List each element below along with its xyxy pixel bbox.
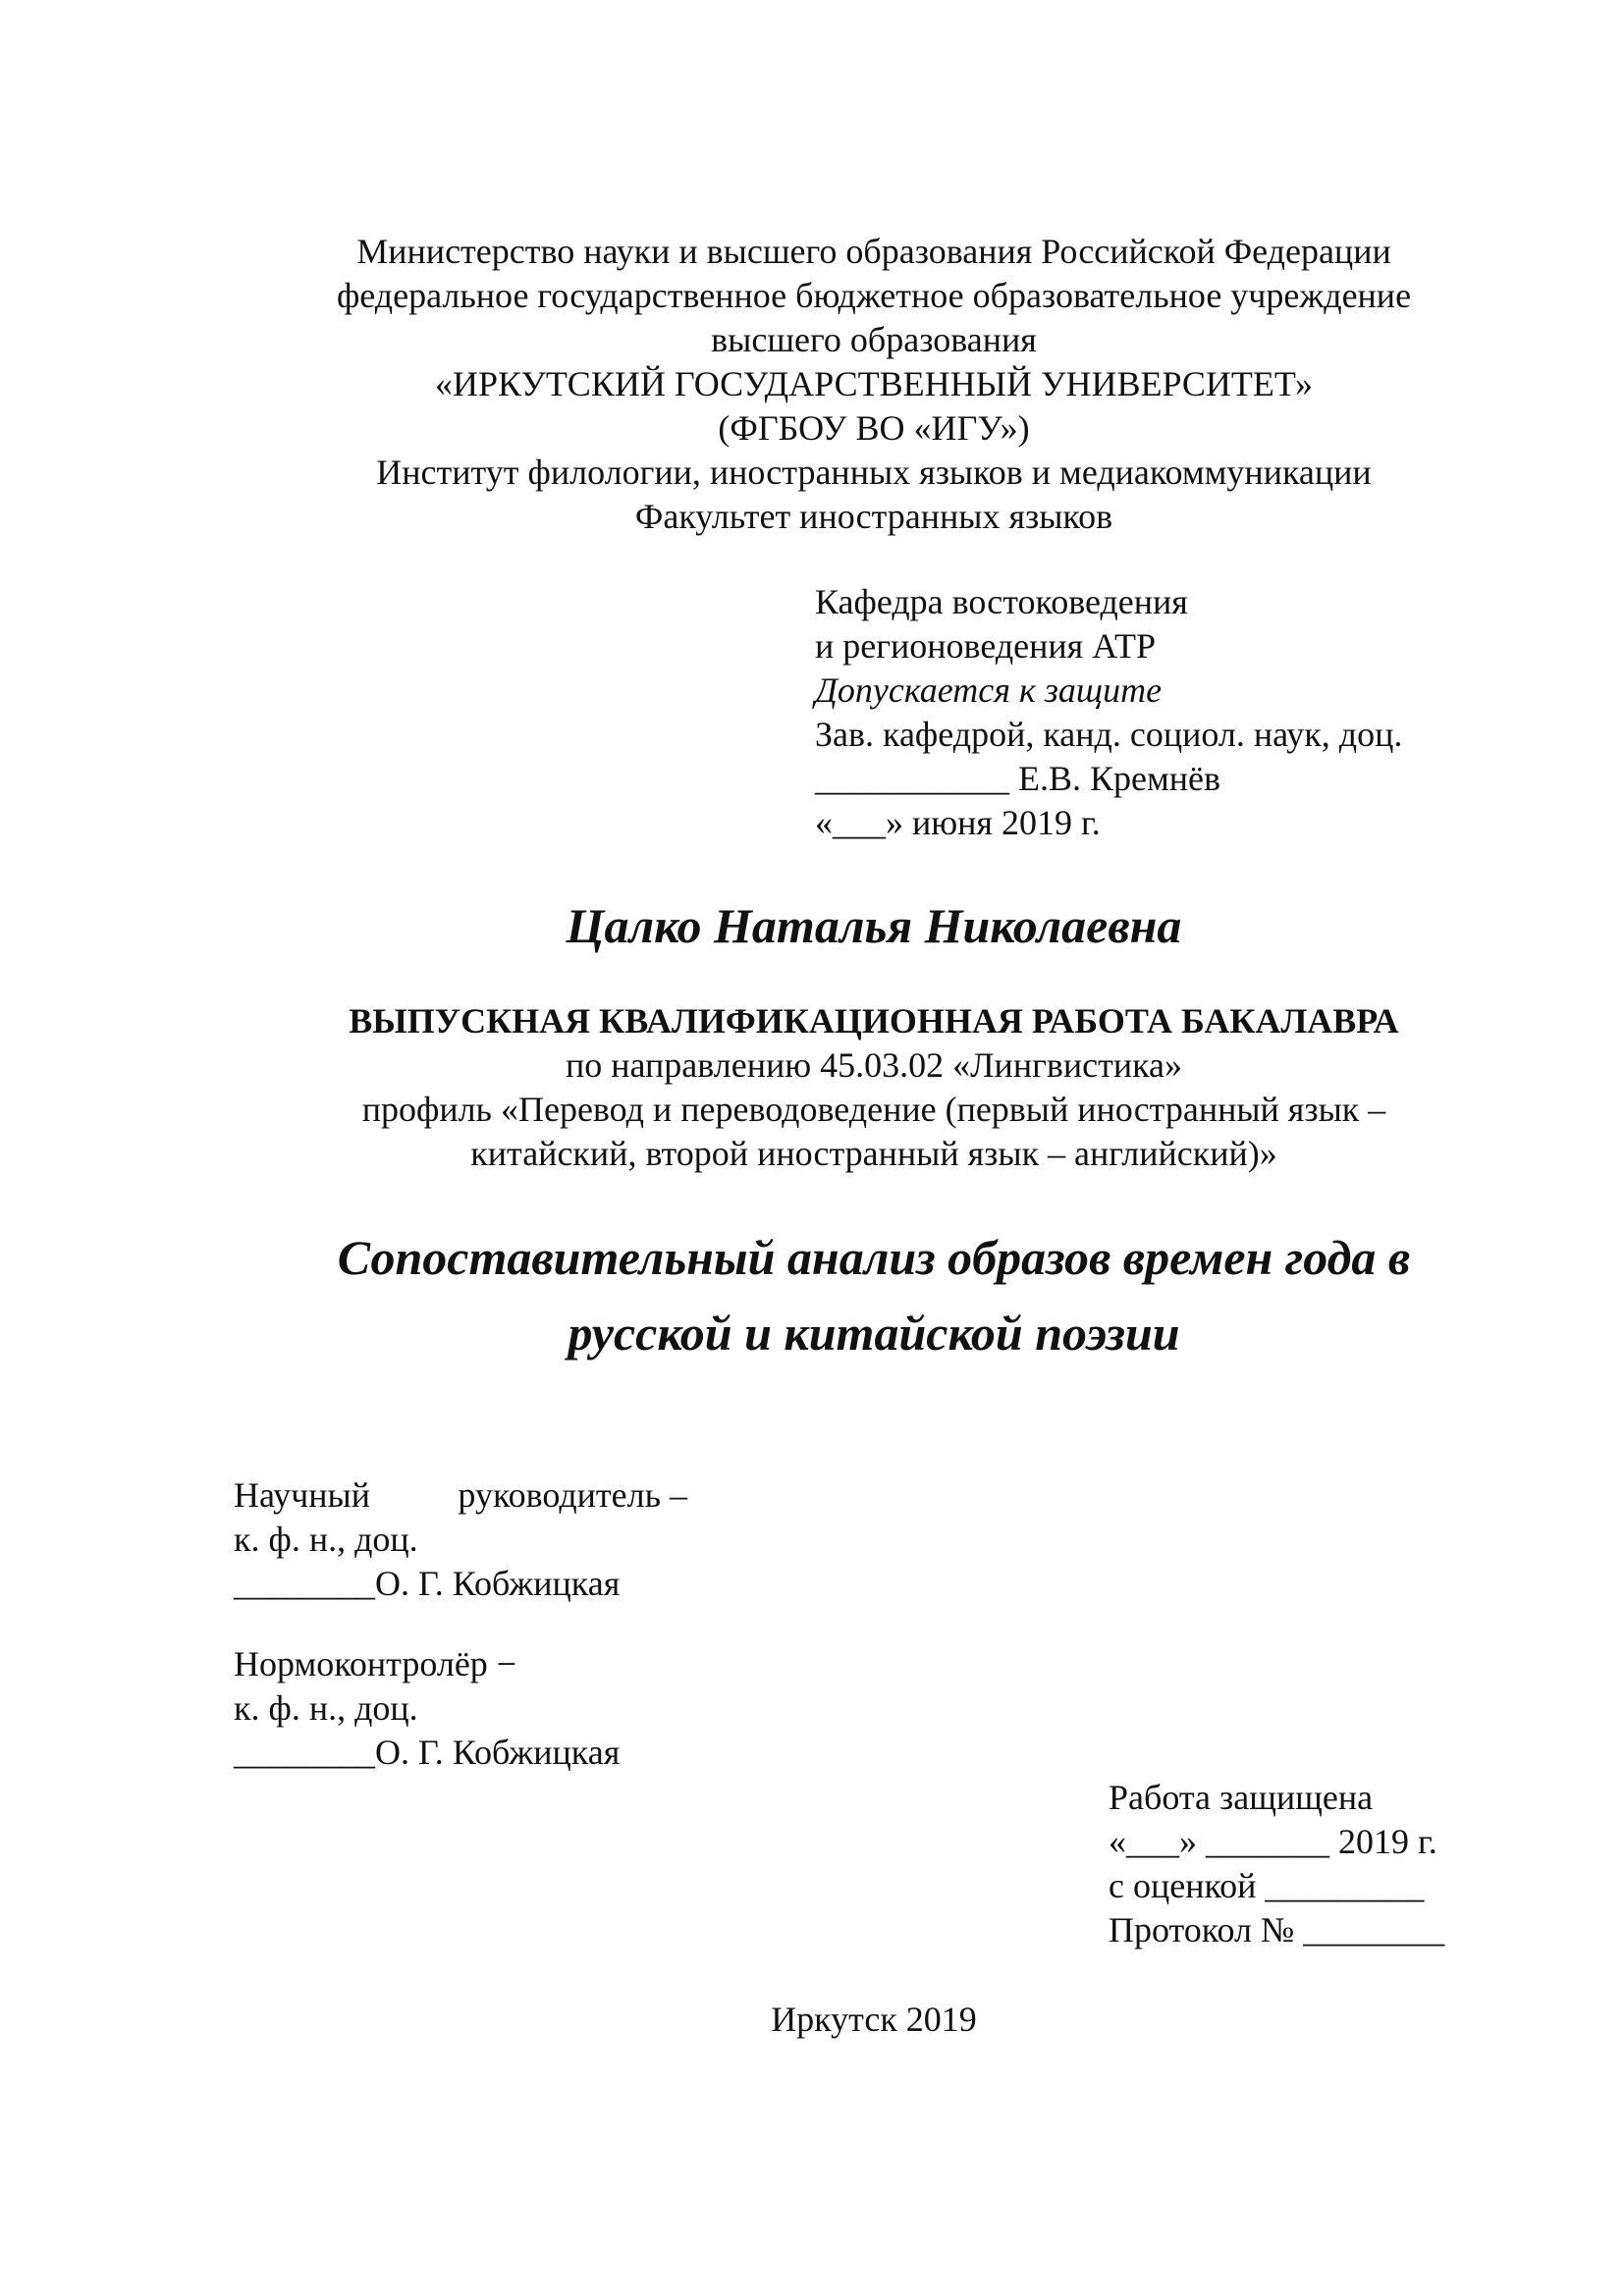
- supervisor-signature: ________О. Г. Кобжицкая: [234, 1564, 621, 1603]
- department-line-1: Кафедра востоковедения: [815, 582, 1188, 621]
- department-head-title: Зав. кафедрой, канд. социол. наук, доц.: [815, 715, 1403, 754]
- author-name: Цалко Наталья Николаевна: [566, 898, 1182, 953]
- supervisor-role: [234, 1473, 687, 1518]
- defense-grade: с оценкой _________: [1109, 1866, 1425, 1905]
- normcontrol-block: [234, 1642, 744, 1775]
- thesis-topic: [0, 1220, 1624, 1371]
- approval-block: [815, 580, 1502, 845]
- defense-date: «___» _______ 2019 г.: [1109, 1822, 1437, 1861]
- education-level-line: высшего образования: [711, 320, 1037, 359]
- admitted-to-defense: Допускается к защите: [815, 670, 1163, 710]
- normcontrol-signature: ________О. Г. Кобжицкая: [234, 1733, 621, 1772]
- institute-name: Институт филологии, иностранных языков и медиакоммуникации: [376, 453, 1372, 492]
- defense-block: [1109, 1776, 1521, 1952]
- supervisor-block: [234, 1473, 744, 1606]
- work-description: [0, 999, 1624, 1176]
- normcontrol-role: Нормоконтролёр −: [234, 1644, 517, 1683]
- normcontrol-degree: к. ф. н., доц.: [234, 1688, 418, 1728]
- approval-date: «___» июня 2019 г.: [815, 803, 1101, 842]
- work-type: ВЫПУСКНАЯ КВАЛИФИКАЦИОННАЯ РАБОТА БАКАЛАВРА: [349, 1001, 1399, 1041]
- profile-line-2: китайский, второй иностранный язык – английский)»: [470, 1134, 1277, 1173]
- institution-type-line: федеральное государственное бюджетное образовательное учреждение: [336, 276, 1412, 315]
- topic-line-1: Сопоставительный анализ образов времен года в: [337, 1230, 1411, 1285]
- institution-header: [0, 230, 1624, 539]
- faculty-name: Факультет иностранных языков: [634, 497, 1113, 536]
- study-direction: по направлению 45.03.02 «Лингвистика»: [565, 1045, 1183, 1085]
- university-name: «ИРКУТСКИЙ ГОСУДАРСТВЕННЫЙ УНИВЕРСИТЕТ»: [435, 364, 1313, 403]
- defense-status: Работа защищена: [1109, 1778, 1374, 1817]
- supervisor-role-word-1: Научный: [234, 1475, 370, 1515]
- university-abbreviation: (ФГБОУ ВО «ИГУ»): [718, 408, 1030, 448]
- supervisor-role-word-2: руководитель –: [458, 1475, 687, 1515]
- ministry-line: Министерство науки и высшего образования Российской Федерации: [356, 232, 1391, 271]
- topic-line-2: русской и китайской поэзии: [568, 1306, 1180, 1361]
- supervisor-degree: к. ф. н., доц.: [234, 1520, 418, 1559]
- department-head-signature: ___________ Е.В. Кремнёв: [815, 759, 1221, 798]
- department-line-2: и регионоведения АТР: [815, 626, 1157, 666]
- city-year: Иркутск 2019: [771, 2000, 977, 2039]
- defense-protocol: Протокол № ________: [1109, 1910, 1445, 1949]
- profile-line-1: профиль «Перевод и переводоведение (первый иностранный язык –: [361, 1090, 1386, 1129]
